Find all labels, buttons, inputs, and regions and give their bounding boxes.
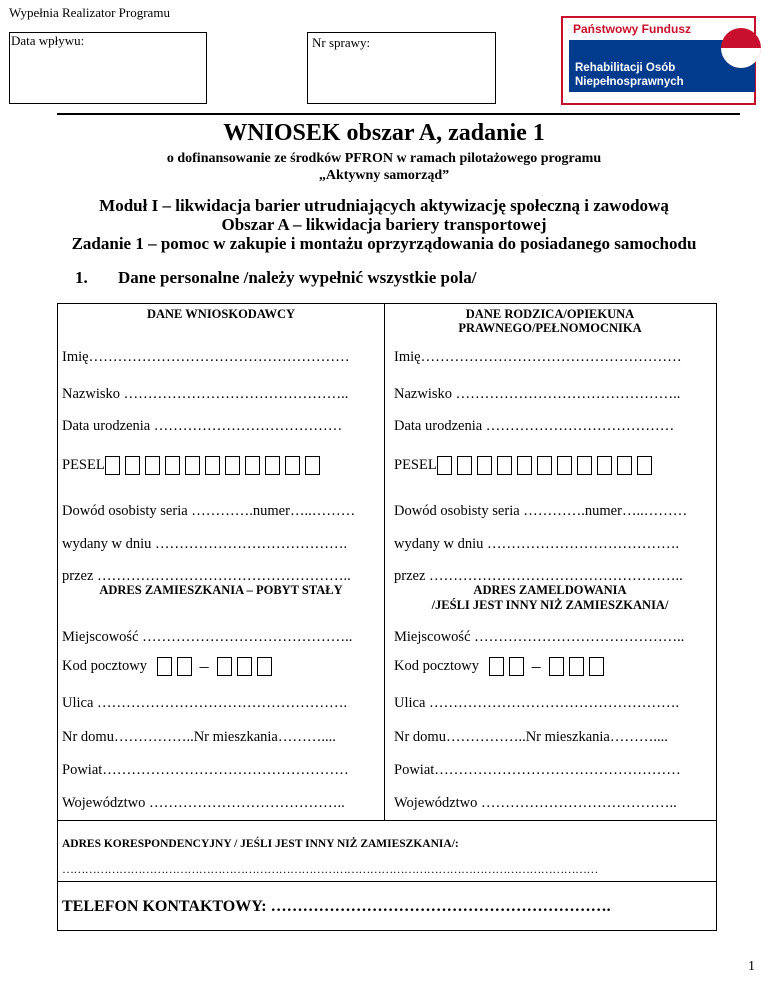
guardian-last-name-field[interactable]: Nazwisko ……………………………………….. (394, 386, 681, 402)
module-line-3: Zadanie 1 – pomoc w zakupie i montażu oprzyrządowania do posiadanego samochodu (71, 234, 697, 253)
applicant-column-title: DANE WNIOSKODAWCY (146, 307, 296, 321)
postal-code-label: Kod pocztowy (62, 657, 147, 674)
subtitle-2: „Aktywny samorząd” (318, 168, 450, 183)
issued-date-field[interactable]: wydany w dniu …………………………………. (62, 536, 348, 552)
guardian-birth-date-field[interactable]: Data urodzenia ………………………………… (394, 418, 675, 434)
registered-address-title-2: /JEŚLI JEST INNY NIŻ ZAMIESZKANIA/ (431, 598, 669, 612)
registered-address-title-1: ADRES ZAMELDOWANIA (473, 583, 627, 597)
document-title: WNIOSEK obszar A, zadanie 1 (223, 120, 545, 146)
city-field[interactable]: Miejscowość …………………………………….. (62, 629, 353, 645)
case-number-label: Nr sprawy: (312, 35, 371, 50)
correspondence-address-title: ADRES KORESPONDENCYJNY / JEŚLI JEST INNY NIŻ ZAMIESZKANIA/: (62, 838, 459, 850)
received-date-box[interactable] (9, 32, 207, 104)
voivodeship-field[interactable]: Województwo ………………………………….. (62, 795, 345, 811)
postal-dash: – (531, 656, 541, 676)
postal-code-field[interactable] (62, 656, 272, 677)
header-divider (57, 113, 740, 115)
logo-line-3: Niepełnosprawnych (575, 76, 684, 88)
guardian-issued-by-field[interactable]: przez …………………………………………….. (394, 568, 683, 584)
house-number-field[interactable]: Nr domu……………..Nr mieszkania……….... (62, 729, 336, 745)
pesel-label: PESEL (394, 456, 437, 473)
case-number-box[interactable] (307, 32, 496, 104)
personal-data-form (57, 303, 717, 931)
realizer-label: Wypełnia Realizator Programu (9, 5, 170, 20)
page-number: 1 (748, 959, 755, 974)
module-line-1: Moduł I – likwidacja barier utrudniających aktywizację społeczną i zawodową (99, 196, 669, 215)
id-card-field[interactable]: Dowód osobisty seria ………….numer…..……… (62, 503, 356, 519)
pesel-label: PESEL (62, 456, 105, 473)
street-field[interactable]: Ulica ……………………………………………. (62, 695, 348, 711)
row-divider (58, 820, 716, 821)
pfron-logo (561, 16, 756, 105)
guardian-pesel-field[interactable] (394, 456, 652, 475)
guardian-column-title-1: DANE RODZICA/OPIEKUNA (465, 307, 635, 321)
postal-dash: – (199, 656, 209, 676)
subtitle-1: o dofinansowanie ze środków PFRON w ramach pilotażowego programu (166, 151, 602, 166)
registered-postal-code-field[interactable] (394, 656, 604, 677)
received-date-label: Data wpływu: (11, 33, 85, 48)
guardian-issued-date-field[interactable]: wydany w dniu …………………………………. (394, 536, 680, 552)
issued-by-field[interactable]: przez …………………………………………….. (62, 568, 351, 584)
registered-street-field[interactable]: Ulica ……………………………………………. (394, 695, 680, 711)
first-name-field[interactable]: Imię……………………………………………… (62, 349, 350, 365)
module-line-2: Obszar A – likwidacja bariery transportowej (221, 215, 547, 234)
logo-line-2: Rehabilitacji Osób (575, 62, 676, 74)
section-number: 1. (75, 268, 88, 287)
column-divider (384, 304, 385, 820)
row-divider (58, 881, 716, 882)
logo-circle-icon (721, 28, 761, 68)
phone-field[interactable]: TELEFON KONTAKTOWY: ………………………………………………………. (62, 898, 611, 915)
residence-address-title: ADRES ZAMIESZKANIA – POBYT STAŁY (99, 583, 343, 597)
guardian-first-name-field[interactable]: Imię……………………………………………… (394, 349, 682, 365)
birth-date-field[interactable]: Data urodzenia ………………………………… (62, 418, 343, 434)
registered-house-number-field[interactable]: Nr domu……………..Nr mieszkania……….... (394, 729, 668, 745)
county-field[interactable]: Powiat…………………………………………… (62, 762, 349, 778)
guardian-id-card-field[interactable]: Dowód osobisty seria ………….numer…..……… (394, 503, 688, 519)
postal-code-label: Kod pocztowy (394, 657, 479, 674)
guardian-column-title-2: PRAWNEGO/PEŁNOMOCNIKA (458, 321, 642, 335)
registered-voivodeship-field[interactable]: Województwo ………………………………….. (394, 795, 677, 811)
pesel-field[interactable] (62, 456, 320, 475)
logo-line-1: Państwowy Fundusz (573, 22, 692, 36)
registered-county-field[interactable]: Powiat…………………………………………… (394, 762, 681, 778)
last-name-field[interactable]: Nazwisko ……………………………………….. (62, 386, 349, 402)
registered-city-field[interactable]: Miejscowość …………………………………….. (394, 629, 685, 645)
correspondence-address-field[interactable]: …………………………………………………………………………………………………………………………… (62, 862, 598, 876)
section-title: Dane personalne /należy wypełnić wszystkie pola/ (118, 268, 477, 287)
